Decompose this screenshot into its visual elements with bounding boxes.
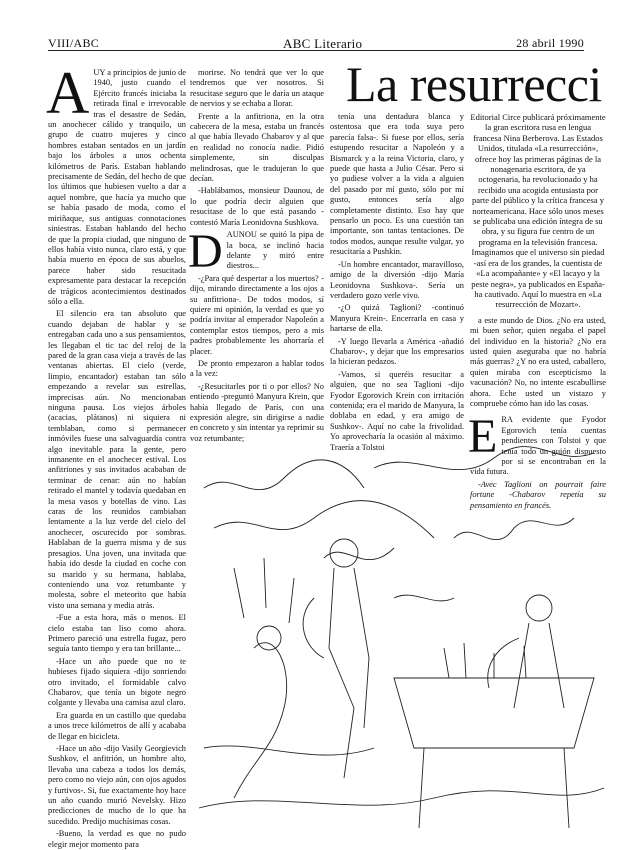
tree-line	[454, 518, 574, 540]
drop-cap: E	[468, 410, 498, 464]
paragraph: AUNOU se quitó la pipa de la boca, se inclinó hacia delante y miró entre diestros...	[226, 230, 324, 271]
paragraph: a este mundo de Dios. ¿No era usted, mi buen señor, quien negaba el papel del individuo en la historia? ¿No era usted quien aseguraba que no habría más guerras? ¿Y no era usted, caballero, quien miraba con escepticismo la vacunación? No, no intente escabullirse ahora. Eche usted un vistazo y compruebe cómo han ido las cosas.	[470, 315, 606, 408]
header-rule	[48, 50, 584, 51]
figure-line	[354, 568, 369, 728]
figure-line	[488, 623, 564, 708]
column-3	[330, 112, 464, 452]
figure-line	[329, 568, 354, 778]
paragraph: RA evidente que Fyodor Egorovich tenía cuentas pendientes con Tolstoi y que tenía todo un guión dispuesto por si se encontraban en la vida futura.	[470, 415, 606, 477]
head-sketch	[257, 626, 281, 650]
sketch-illustration	[194, 448, 606, 836]
figure-line	[234, 643, 287, 798]
figure-line	[303, 598, 324, 658]
bottle-sketch	[444, 643, 526, 678]
publication-name: ABC Literario	[283, 36, 363, 51]
table-sketch	[394, 678, 594, 748]
paragraph: -Avec Taglioni on pourrait faire fortune -Chabarov repetía su pensamiento en francés.	[470, 479, 606, 510]
paragraph: -¿Resucitarles por ti o por ellos? No entiendo -preguntó Manyura Krein, que había llegado de París, con una expresión alegre, sin dirigirse a nadie en concreto y sin intentar ya reprimir su voz retumbante;	[190, 381, 324, 443]
tree-line	[214, 501, 434, 538]
paragraph: -Y luego llevarla a América -añadió Chabarov-, y dejar que los empresarios la hicieran pedazos.	[330, 336, 464, 367]
drop-cap: A	[46, 60, 90, 126]
paragraph: UY a principios de junio de 1940, justo cuando el Ejército francés iniciaba la retirada final e irrevocable tras el desastre de Sedán, un anochecer cálido y tranquilo, un grupo de cuatro mujeres y cinco hombres estaban sentados en un jardín bajo los árboles a unos ochenta kilómetros de París. Estaban hablando precisamente de Sedán, del hecho de que los últimos que hubiesen vuelto a dar a aquel nombre, que hacía ya mucho que se había pasado de moda, como el miriñaque, sus antiguas connotaciones siniestras. Estaban hablando del hecho de que la propia ciudad, que ninguno de ellos había visto nunca, claro está, y que había muerto en época de sus abuelos, parece haber sido resucitada expresamente para destacar la recepción de trágicos acontecimientos destinados sólo a ella.	[48, 68, 186, 306]
paragraph: -Fue a esta hora, más o menos. El cielo estaba tan liso como ahora. Primero pareció una estrella fugaz, pero seguía tanto tiempo y era tan brillante...	[48, 613, 186, 654]
paragraph: morirse. No tendrá que ver lo que tendremos que ver nosotros. Si resucitase seguro que le daría un ataque de nervios y se echaba a llorar.	[190, 68, 324, 109]
intro-blurb: Editorial Circe publicará próximamente la gran escritora rusa en lengua francesa Nina Berberova. Las Estados Unidos, titulada «La resurrección», ofrece hoy las primeras páginas de la nonagenaria escritora, de ya octogenaria, ha revolucionado y ha recibido una acogida entusiasta por parte del público y la crítica francesa y norteamericana. Hace sólo unos meses se publicaba una edición íntegra de su obra, y su figura fue centro de un programa en la televisión francesa. Imaginamos que el universo sin piedad -así era de los grandes, la cuentista de «La acompañante» y «El lacayo y la peste negra», ya publicados en España- ha cautivado. Aquí lo muestra en «La resurrección de Mozart».	[470, 112, 606, 310]
column-1	[46, 60, 186, 849]
article-title: La resurrecci	[346, 56, 602, 112]
drop-cap: D	[188, 225, 223, 279]
section-label: VIII/ABC	[48, 36, 100, 50]
head-sketch	[526, 595, 552, 621]
paragraph: -Vamos, si queréis resucitar a alguien, que no sea Taglioni -dijo Fyodor Egorovich Krein con irritación contenida; era el marido de Manyura, la doblaba en edad, y era amigo de Sushkov-. Aquí no cabe la frivolidad. Yo aprovecharía la ocasión al máximo. Traería a Tolstoi	[330, 369, 464, 452]
paragraph: -Un hombre encantador, maravilloso, amigo de la diversión -dijo María Leonidovna Sushkova-. Sería un verdadero gozo verle vivo.	[330, 259, 464, 300]
paragraph: Era guarda en un castillo que quedaba a unos trece kilómetros de allí y acababa de llegar en bicicleta.	[48, 710, 186, 741]
tree-line	[374, 447, 594, 470]
tree-line	[204, 460, 364, 490]
issue-date: 28 abril 1990	[516, 36, 584, 50]
paragraph: -Bueno, la verdad es que no pudo elegir mejor momento para	[48, 829, 186, 849]
paragraph: tenía una dentadura blanca y ostentosa que era toda suya pero parecía falsa-. Si fuese por ellos, sería estupendo resucitar a Napoleón y a Bismarck y a la reina Victoria, claro, y puede que hasta a Julio César. Pero si yo pudiese volver a la vida a alguien del pasado por mí gusto, sólo por mí gusto, entonces sería algo completamente distinto. Eso hay que pensarlo un poco. Es una cuestión tan importante, son tantas tentaciones. De todos modos, aunque resulte vulgar, yo resucitaría a Pushkin.	[330, 112, 464, 257]
figure-line	[324, 548, 394, 560]
paragraph: -¿O quizá Taglioni? -continuó Manyura Krein-. Encerrarla en casa y hartarse de ella.	[330, 303, 464, 334]
paragraph: -¿Para qué despertar a los muertos? -dijo, mirando directamente a los ojos a su anfitriona-. De todos modos, sí quiere mi opinión, la verdad es que yo podría invitar al emperador Napoleón a contemplar estos tiempos, pero a mis padres probablemente les ahorraría el placer.	[190, 273, 324, 356]
table-leg	[419, 748, 569, 828]
figure-line	[394, 595, 454, 601]
hatch-lines	[234, 558, 294, 623]
ground-line	[199, 788, 604, 808]
paragraph: -Hace un año puede que no te hubieses fijado siquiera -dijo sonriendo otro invitado, el formidable calvo Chabarov, que tenía un bigote negro colgante y llevaba una camisa azul claro.	[48, 656, 186, 708]
paragraph: -Hace un año -dijo Vasily Georgievich Sushkov, el anfitrión, un hombre alto, llevaba una cabeza a todos los demás, pero como no viejo aún, con ojos agudos y furtivos-. Si, fue exactamente hoy hace un año cuando murió Nevelsky. Hizo predicciones de mucho de lo que ha sucedido. Predijo muchísimas cosas.	[48, 744, 186, 826]
column-2	[190, 68, 324, 446]
paragraph: Frente a la anfitriona, en la otra cabecera de la mesa, estaba un francés al que había llevado Chabarov y al que en realidad no conocía nadie. Pidió simplemente, sin disculpas melindrosas, que le tradujeran lo que decían.	[190, 111, 324, 184]
paragraph: De pronto empezaron a hablar todos a la vez:	[190, 358, 324, 379]
paragraph: El silencio era tan absoluto que cuando dejaban de hablar y se entregaban cada uno a sus pensamientos, les llegaban el tic tac del reloj de la pared de la gran casa vieja a través de las ventanas abiertas. El cielo (verde, limpio, encantador) estaban tan sólo empezando a revelar sus estrellas, imprecisas aún. No mencionaban ninguna pausa. Los viejos árboles (acacias, plátanos) ni siquiera ni temblaban, como si permanecer inmóviles fuese una salvaguardia contra algo inevitable para la gente, pero inmanente en el anochecer estival. Los anfitriones y sus invitados acababan de terminar de cenar: aún no habían retirado el mantel y todavía quedaban en la mesa vasos y botellas de vino. Las caras de los reunidos cambiaban lentamente a la luz verde del cielo del anochecer, oscurecido por sombras. Hablaban de la guerra misma y de sus presagios. Una joven, una invitada que había ido desde la ciudad en coche con su marido y su hermana, hablaba, conteniendo una voz retumbante y molesta, sobre el meteorito que había visto una semana y media atrás.	[48, 309, 186, 610]
paragraph: -Hablábamos, monsieur Daunou, de lo que podría decir alguien que resucitase de lo que está pasando -contestó María Leonidovna Sushkova.	[190, 186, 324, 227]
